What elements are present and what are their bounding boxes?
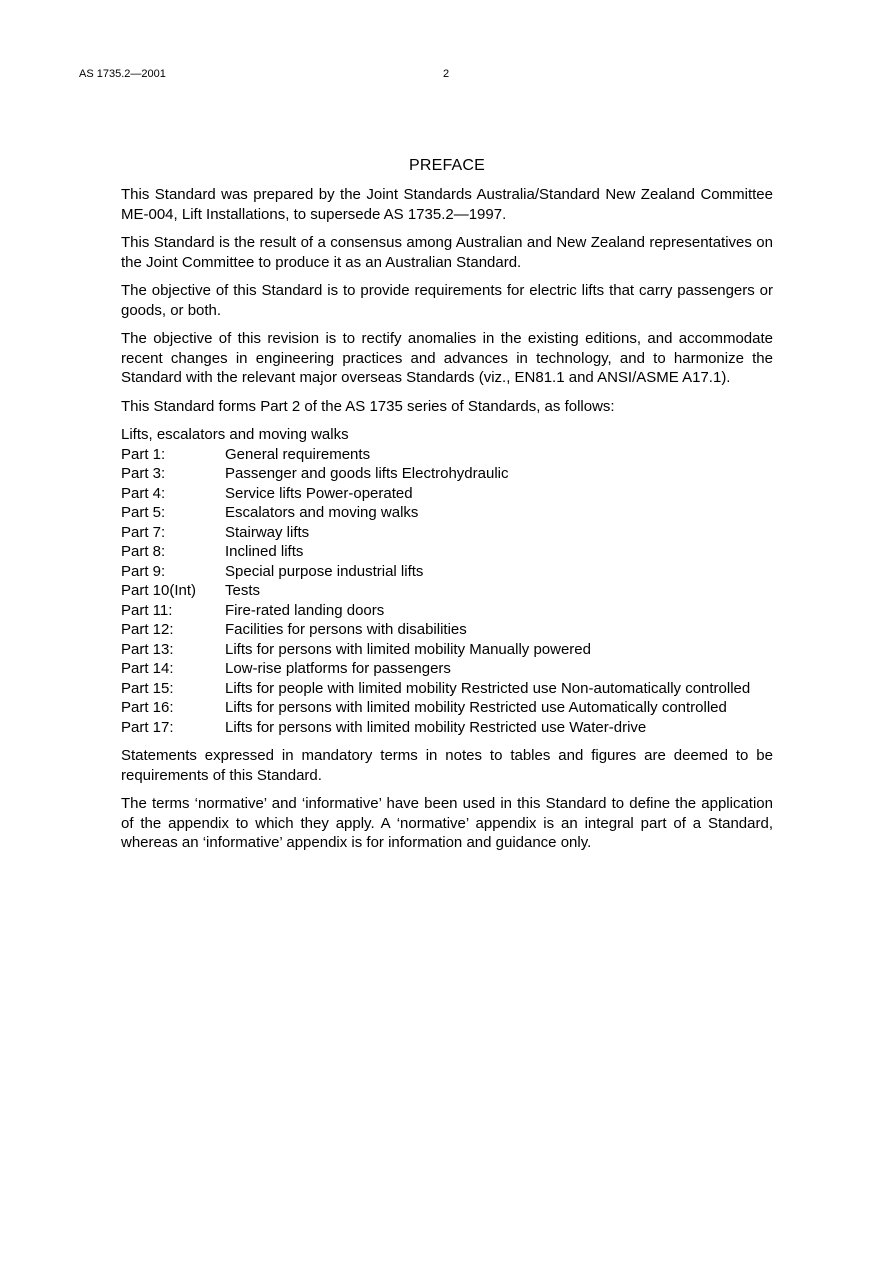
part-title: Lifts for people with limited mobility Restricted use Non-automatically controlled [225, 679, 751, 697]
series-list [121, 425, 773, 737]
part-title: Fire-rated landing doors [225, 601, 385, 619]
part-title: Low-rise platforms for passengers [225, 660, 451, 677]
part-label: Part 15: [121, 679, 174, 697]
paragraph-consensus: This Standard is the result of a consensus among Australian and New Zealand representatives on the Joint Committee to produce it as an Australian Standard. [121, 234, 773, 271]
part-title: Special purpose industrial lifts [225, 562, 424, 580]
part-label: Part 4: [121, 484, 166, 502]
part-label: Part 16: [121, 699, 174, 716]
part-label: Part 11: [121, 601, 173, 619]
part-label: Part 9: [121, 562, 166, 580]
part-row [121, 484, 773, 504]
part-title: Lifts for persons with limited mobility Manually powered [225, 640, 591, 658]
paragraph-mandatory-statements: Statements expressed in mandatory terms in notes to tables and figures are deemed to be requirements of this Standard. [121, 747, 773, 784]
part-label: Part 1: [121, 445, 166, 463]
part-row [121, 464, 773, 484]
part-title: Lifts for persons with limited mobility Restricted use Water-drive [225, 718, 647, 736]
part-row [121, 581, 773, 601]
part-title: General requirements [225, 445, 371, 463]
part-row [121, 718, 773, 738]
paragraph-normative-informative: The terms ‘normative’ and ‘informative’ have been used in this Standard to define the application of the appendix to which they apply. A ‘normative’ appendix is an integral part of a Standard, whereas an ‘informative’ appendix is for information and guidance only. [121, 795, 773, 851]
part-title: Passenger and goods lifts Electrohydraulic [225, 465, 509, 482]
part-row [121, 445, 773, 465]
part-row [121, 503, 773, 523]
paragraph-series-intro: This Standard forms Part 2 of the AS 1735 series of Standards, as follows: [121, 397, 615, 415]
part-row [121, 659, 773, 679]
part-row [121, 679, 773, 699]
part-row [121, 523, 773, 543]
part-title: Facilities for persons with disabilities [225, 621, 467, 638]
paragraph-revision-objective: The objective of this revision is to rectify anomalies in the existing editions, and accommodate recent changes in engineering practices and advances in technology, and to harmonize the Standard with the relevant major overseas Standards (viz., EN81.1 and ANSI/ASME A17.1). [121, 330, 773, 386]
document-id: AS 1735.2—2001 [79, 68, 166, 80]
part-label: Part 13: [121, 640, 174, 658]
part-label: Part 12: [121, 621, 174, 638]
part-label: Part 14: [121, 660, 174, 677]
part-title: Stairway lifts [225, 523, 310, 541]
part-label: Part 8: [121, 543, 166, 560]
page-number: 2 [443, 68, 450, 80]
part-row [121, 542, 773, 562]
part-row [121, 562, 773, 582]
part-label: Part 17: [121, 718, 174, 736]
running-header [79, 68, 839, 82]
part-label: Part 5: [121, 504, 166, 521]
part-row [121, 698, 773, 718]
part-title: Tests [225, 582, 261, 599]
section-title: PREFACE [408, 157, 486, 174]
part-row [121, 601, 773, 621]
preface-section [121, 156, 773, 862]
part-row [121, 640, 773, 660]
part-title: Escalators and moving walks [225, 504, 419, 521]
part-label: Part 7: [121, 523, 166, 541]
part-row [121, 620, 773, 640]
paragraph-objective: The objective of this Standard is to provide requirements for electric lifts that carry passengers or goods, or both. [121, 282, 773, 319]
part-title: Lifts for persons with limited mobility Restricted use Automatically controlled [225, 699, 727, 716]
part-label: Part 10(Int) [121, 582, 197, 599]
part-title: Service lifts Power-operated [225, 484, 413, 502]
part-title: Inclined lifts [225, 543, 304, 560]
series-heading: Lifts, escalators and moving walks [121, 426, 349, 443]
paragraph-committee: This Standard was prepared by the Joint Standards Australia/Standard New Zealand Committee ME-004, Lift Installations, to supersede AS 1735.2—1997. [121, 186, 773, 223]
part-label: Part 3: [121, 465, 166, 482]
